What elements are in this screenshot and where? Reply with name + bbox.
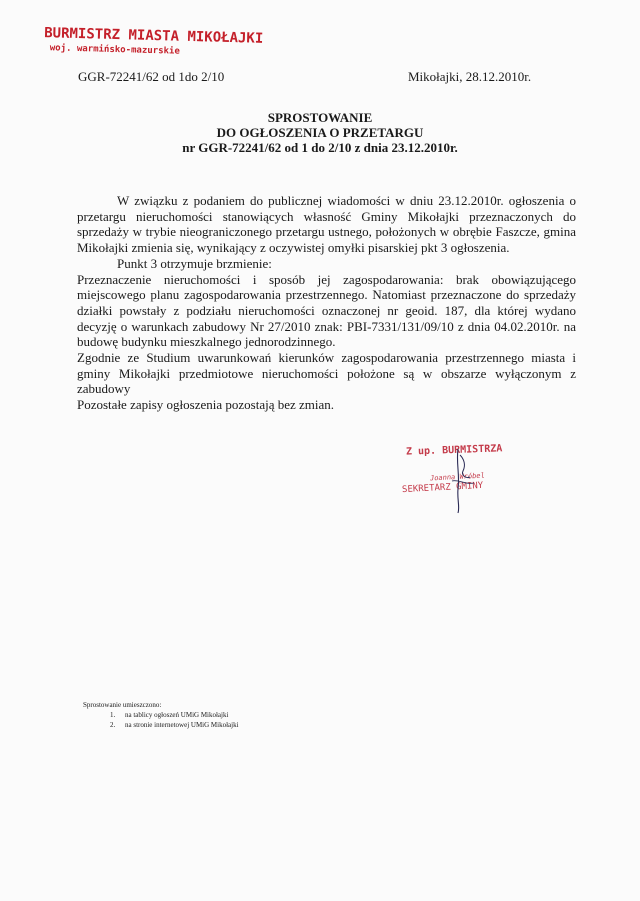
title-line-3: nr GGR-72241/62 od 1 do 2/10 z dnia 23.12.2010r. (182, 140, 458, 155)
title-line-2: DO OGŁOSZENIA O PRZETARGU (216, 125, 424, 140)
list-item: 2. na stronie internetowej UMiG Mikołajki (117, 720, 239, 730)
paragraph-point-3-heading: Punkt 3 otrzymuje brzmienie: (117, 255, 272, 271)
document-reference: GGR-72241/62 od 1do 2/10 (78, 69, 225, 84)
placement-note (83, 700, 239, 730)
signature-stamp (400, 445, 530, 515)
signature-role: SEKRETARZ GMINY (401, 480, 484, 496)
placement-heading: Sprostowanie umieszczono: (83, 701, 162, 709)
title-line-1: SPROSTOWANIE (267, 110, 373, 125)
placement-list (83, 710, 239, 730)
document-body (77, 193, 576, 413)
signature-authority: Z up. BURMISTRZA (405, 443, 503, 458)
paragraph-closing: Pozostałe zapisy ogłoszenia pozostają bez zmian. (77, 397, 335, 413)
document-title (0, 110, 640, 155)
handwritten-signature-icon (400, 445, 530, 515)
stamp-line-1: BURMISTRZ MIASTA MIKOŁAJKI (43, 25, 264, 47)
list-item: 1. na tablicy ogłoszeń UMiG Mikołajki (117, 710, 239, 720)
paragraph-point-3-text: Przeznaczenie nieruchomości i sposób jej zagospodarowania: brak obowiązującego miejscowego planu zagospodarowania przestrzennego. Natomiast przeznaczone do sprzedaży działki powstały z podziału nieruchomości oznaczonej nr geoid. 187, dla której wydano decyzję o warunkach zabudowy Nr 27/2010 znak: PBI-7331/131/09/10 z dnia 04.02.2010r. na budowę budynku mieszkalnego jednorodzinnego. (77, 271, 576, 350)
paragraph-study: Zgodnie ze Studium uwarunkowań kierunków zagospodarowania przestrzennego miasta i gminy Mikołajki przedmiotowe nieruchomości położone są w obszarze wyłączonym z zabudowy (77, 350, 576, 397)
stamp-line-2: woj. warmińsko-mazurskie (49, 43, 180, 57)
signature-name: Joanna Wróbel (429, 471, 485, 483)
office-stamp (44, 25, 264, 59)
place-and-date: Mikołajki, 28.12.2010r. (408, 69, 532, 84)
paragraph-intro: W związku z podaniem do publicznej wiadomości w dniu 23.12.2010r. ogłoszenia o przetargu nieruchomości stanowiących własność Gminy Mikołajki przeznaczonych do sprzedaży w trybie nieograniczonego przetargu ustnego, położonych w obrębie Faszcze, gmina Mikołajki zmienia się, wynikający z oczywistej omyłki pisarskiej pkt 3 ogłoszenia. (77, 193, 576, 256)
